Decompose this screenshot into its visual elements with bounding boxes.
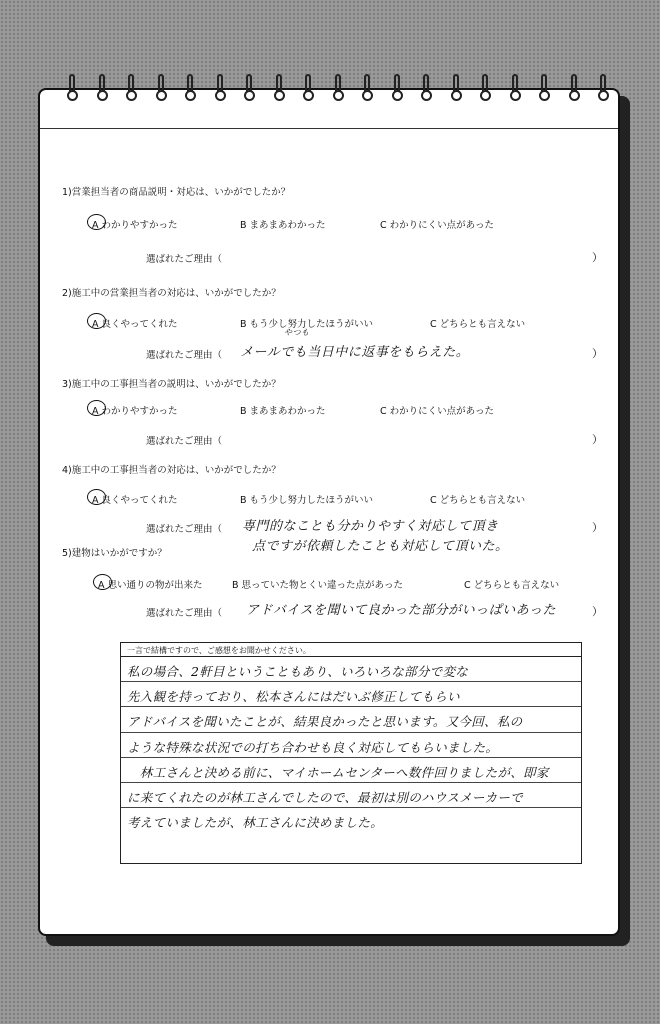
q5-reason-handwritten: アドバイスを聞いて良かった部分がいっぱいあった — [246, 603, 556, 618]
q2-option-c: C どちらとも言えない — [430, 319, 526, 330]
q2-option-a: A 良くやってくれた — [92, 316, 178, 330]
comment-header: 一言で結構ですので、ご感想をお聞かせください。 — [121, 643, 581, 657]
selected-circle-icon — [87, 313, 106, 329]
comment-line: ような特殊な状況での打ち合わせも良く対応してもらいました。 — [121, 733, 581, 758]
q3-question: 3)施工中の工事担当者の説明は、いかがでしたか？ — [62, 379, 281, 390]
q3-option-b: B まあまあわかった — [240, 406, 326, 417]
q4-option-c: C どちらとも言えない — [430, 495, 526, 506]
q3-close-bracket: ） — [592, 433, 603, 446]
q5-option-b: B 思っていた物とくい違った点があった — [232, 580, 403, 591]
q2-reason-note: やつも — [284, 328, 310, 337]
q4-reason-handwritten-line1: 専門的なことも分かりやすく対応して頂き — [242, 519, 499, 534]
q4-close-bracket: ） — [592, 521, 603, 534]
selected-circle-icon — [87, 400, 106, 416]
notebook-page — [38, 88, 620, 936]
q2-close-bracket: ） — [592, 347, 603, 360]
comment-line: アドバイスを聞いたことが、結果良かったと思います。又今回、私の — [121, 707, 581, 732]
selected-circle-icon — [87, 214, 106, 230]
selected-circle-icon — [93, 574, 112, 590]
comment-line: 私の場合、2軒目ということもあり、いろいろな部分で変な — [121, 657, 581, 682]
q4-question: 4)施工中の工事担当者の対応は、いかがでしたか？ — [62, 465, 281, 476]
q5-close-bracket: ） — [592, 605, 603, 618]
q1-option-a: A わかりやすかった — [92, 217, 178, 231]
comment-line: 先入観を持っており、松本さんにはだいぶ修正してもらい — [121, 682, 581, 707]
q5-question: 5)建物はいかがですか？ — [62, 548, 167, 559]
q2-reason-label: 選ばれたご理由（ — [146, 350, 223, 361]
q5-reason-label: 選ばれたご理由（ — [146, 608, 223, 619]
survey-form — [40, 90, 618, 934]
q5-option-c: C どちらとも言えない — [464, 580, 560, 591]
q1-question: 1)営業担当者の商品説明・対応は、いかがでしたか？ — [62, 187, 291, 198]
q3-option-a: A わかりやすかった — [92, 403, 178, 417]
q1-option-b: B まあまあわかった — [240, 220, 326, 231]
q4-option-a: A 良くやってくれた — [92, 492, 178, 506]
q3-option-c: C わかりにくい点があった — [380, 406, 495, 417]
q4-option-b: B もう少し努力したほうがいい — [240, 495, 374, 506]
q1-option-c: C わかりにくい点があった — [380, 220, 495, 231]
comment-line: に来てくれたのが林工さんでしたので、最初は別のハウスメーカーで — [121, 783, 581, 808]
q4-reason-label: 選ばれたご理由（ — [146, 524, 223, 535]
q1-reason-label: 選ばれたご理由（ — [146, 254, 223, 265]
q5-option-a: A 思い通りの物が出来た — [98, 577, 203, 591]
q4-reason-handwritten-line2: 点ですが依頼したことも対応して頂いた。 — [252, 539, 509, 554]
comment-box — [120, 642, 582, 864]
q2-option-b: B もう少し努力したほうがいい — [240, 319, 374, 330]
comment-line: 考えていましたが、林工さんに決めました。 — [127, 815, 384, 831]
selected-circle-icon — [87, 489, 106, 505]
q2-reason-handwritten: メールでも当日中に返事をもらえた。 — [240, 345, 470, 360]
q2-question: 2)施工中の営業担当者の対応は、いかがでしたか？ — [62, 288, 281, 299]
comment-line: 林工さんと決める前に、マイホームセンターへ数件回りましたが、即家 — [121, 758, 581, 783]
q1-close-bracket: ） — [592, 251, 603, 264]
q3-reason-label: 選ばれたご理由（ — [146, 436, 223, 447]
